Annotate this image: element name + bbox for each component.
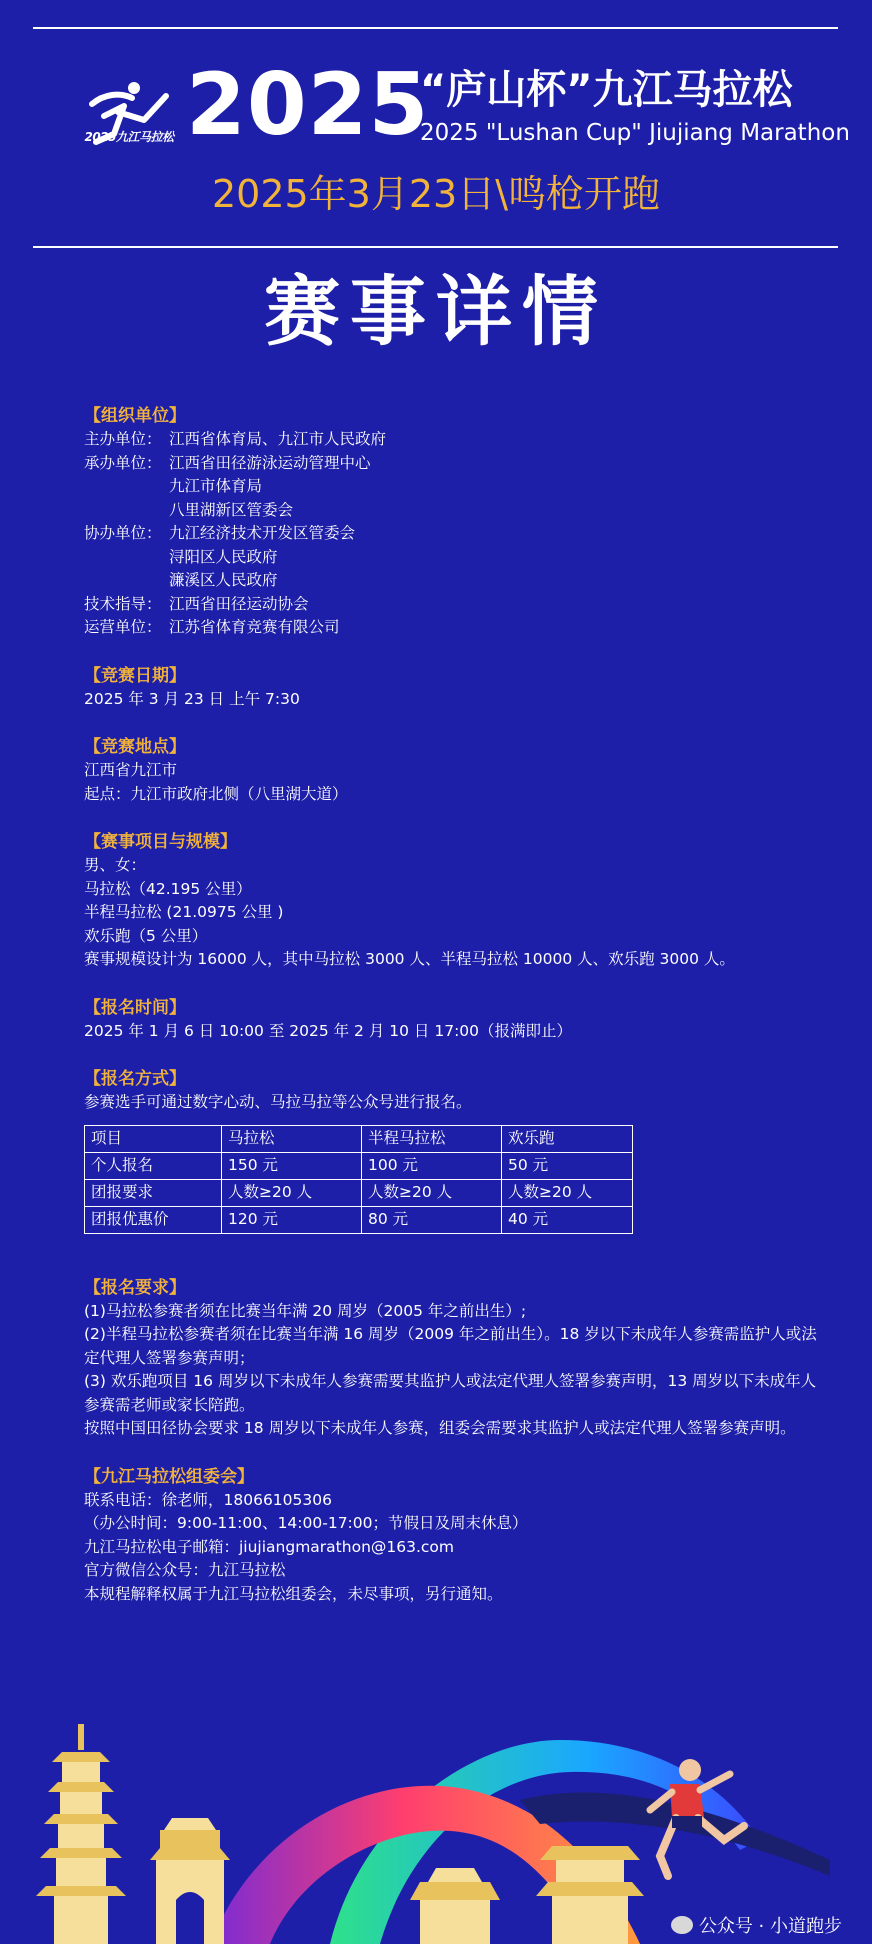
organizer-value: 九江市体育局 [169, 477, 263, 495]
organizer-value: 江西省体育局、九江市人民政府 [169, 430, 387, 448]
table-cell: 50 元 [502, 1152, 633, 1179]
organizer-value: 江西省田径运动协会 [169, 594, 309, 613]
requirement-paragraph: (2)半程马拉松参赛者须在比赛当年满 16 周岁（2009 年之前出生）。18 岁以下未成年人参赛需监护人或法定代理人签署参赛声明； [84, 1325, 817, 1367]
organizer-value: 江苏省体育竞赛有限公司 [169, 618, 340, 636]
organizer-label: 承办单位： [84, 453, 162, 472]
table-row [85, 1179, 633, 1206]
event-line: 欢乐跑（5 公里） [84, 926, 208, 945]
table-cell: 150 元 [222, 1152, 362, 1179]
organizer-value: 九江经济技术开发区管委会 [169, 524, 356, 542]
details-content [84, 404, 824, 1606]
committee-line: 官方微信公众号：九江马拉松 [84, 1561, 286, 1579]
requirement-paragraph: 按照中国田径协会要求 18 周岁以下未成年人参赛，组委会需要求其监护人或法定代理人签署参赛声明。 [84, 1419, 796, 1437]
requirement-paragraph: (3) 欢乐跑项目 16 周岁以下未成年人参赛需要其监护人或法定代理人签署参赛声明，13 周岁以下未成年人参赛需老师或家长陪跑。 [84, 1372, 817, 1414]
logo-caption: 2025九江马拉松 [84, 130, 174, 144]
table-header-cell: 半程马拉松 [362, 1125, 502, 1152]
organizer-value: 江西省田径游泳运动管理中心 [169, 453, 371, 472]
watermark-text: 公众号 · 小道跑步 [698, 1916, 842, 1937]
event-line: 赛事规模设计为 16000 人，其中马拉松 3000 人、半程马拉松 10000 人、欢乐跑 3000 人。 [84, 950, 735, 968]
section-heading-events: 【赛事项目与规模】 [84, 832, 237, 852]
table-cell: 100 元 [362, 1152, 502, 1179]
organizer-row [84, 546, 824, 570]
organizer-row [84, 569, 824, 593]
organizer-value: 八里湖新区管委会 [169, 500, 294, 519]
committee-line: （办公时间：9:00-11:00、14:00-17:00；节假日及周末休息） [84, 1514, 528, 1532]
section-heading-requirements: 【报名要求】 [84, 1277, 186, 1298]
table-row [85, 1152, 633, 1179]
organizer-value: 浔阳区人民政府 [169, 547, 278, 566]
table-cell: 人数≥20 人 [502, 1179, 633, 1206]
watermark [671, 1912, 842, 1938]
section-heading-race-date: 【竞赛日期】 [84, 665, 186, 686]
table-header-cell: 欢乐跑 [502, 1125, 633, 1152]
event-line: 马拉松（42.195 公里） [84, 879, 252, 898]
organizer-label [84, 475, 169, 499]
footer-illustration [0, 1700, 872, 1944]
top-divider [33, 27, 838, 29]
registration-method-text: 参赛选手可通过数字心动、马拉马拉等公众号进行报名。 [84, 1093, 472, 1111]
section-heading-committee: 【九江马拉松组委会】 [84, 1466, 254, 1487]
organizer-row [84, 522, 824, 546]
organizer-row [84, 616, 824, 640]
wechat-icon [671, 1916, 693, 1934]
table-header-cell: 马拉松 [222, 1125, 362, 1152]
table-cell: 人数≥20 人 [362, 1179, 502, 1206]
section-heading-registration-time: 【报名时间】 [84, 997, 186, 1018]
organizer-label: 运营单位： [84, 618, 162, 636]
organizer-row [84, 593, 824, 617]
committee-line: 本规程解释权属于九江马拉松组委会，未尽事项，另行通知。 [84, 1584, 503, 1603]
table-header-cell: 项目 [85, 1125, 222, 1152]
table-cell: 团报要求 [85, 1179, 222, 1206]
table-row [85, 1206, 633, 1233]
event-line: 半程马拉松 (21.0975 公里 ) [84, 903, 284, 921]
table-cell: 人数≥20 人 [222, 1179, 362, 1206]
fee-table [84, 1125, 633, 1234]
organizer-row [84, 475, 824, 499]
gate-icon [150, 1818, 230, 1944]
table-cell: 80 元 [362, 1206, 502, 1233]
organizer-label [84, 569, 169, 593]
table-cell: 40 元 [502, 1206, 633, 1233]
header-year: 2025 [186, 55, 430, 155]
table-header-row [85, 1125, 633, 1152]
registration-time-text: 2025 年 1 月 6 日 10:00 至 2025 年 2 月 10 日 17:00（报满即止） [84, 1021, 573, 1040]
section-heading-venue: 【竞赛地点】 [84, 737, 186, 757]
pagoda-icon [36, 1724, 126, 1944]
header-divider [33, 246, 838, 248]
section-heading-registration-method: 【报名方式】 [84, 1069, 186, 1089]
header-title-cn: “庐山杯”九江马拉松 [420, 67, 793, 113]
table-cell: 团报优惠价 [85, 1206, 222, 1233]
organizer-label: 技术指导： [84, 594, 162, 613]
committee-line: 九江马拉松电子邮箱：jiujiangmarathon@163.com [84, 1537, 455, 1556]
organizer-label: 主办单位： [84, 430, 162, 448]
event-line: 男、女： [84, 856, 147, 874]
section-heading-organizers: 【组织单位】 [84, 406, 186, 426]
organizer-row [84, 452, 824, 476]
requirement-paragraph: (1)马拉松参赛者须在比赛当年满 20 周岁（2005 年之前出生）; [84, 1301, 527, 1320]
venue-line: 江西省九江市 [84, 761, 178, 779]
organizer-value: 濂溪区人民政府 [169, 571, 278, 589]
start-date: 2025年3月23日\鸣枪开跑 [211, 172, 661, 216]
organizer-label [84, 499, 169, 523]
organizer-label [84, 546, 169, 570]
organizer-row [84, 428, 824, 452]
organizer-row [84, 499, 824, 523]
header-title-en: 2025 "Lushan Cup" Jiujiang Marathon [420, 120, 850, 146]
page-title: 赛事详情 [264, 267, 608, 356]
committee-line: 联系电话：徐老师，18066105306 [84, 1490, 332, 1509]
organizer-list [84, 428, 824, 640]
race-date-text: 2025 年 3 月 23 日 上午 7:30 [84, 689, 300, 708]
venue-line: 起点：九江市政府北侧（八里湖大道） [84, 784, 348, 803]
table-cell: 120 元 [222, 1206, 362, 1233]
organizer-label: 协办单位： [84, 524, 162, 542]
table-cell: 个人报名 [85, 1152, 222, 1179]
hall-icon [410, 1868, 500, 1944]
